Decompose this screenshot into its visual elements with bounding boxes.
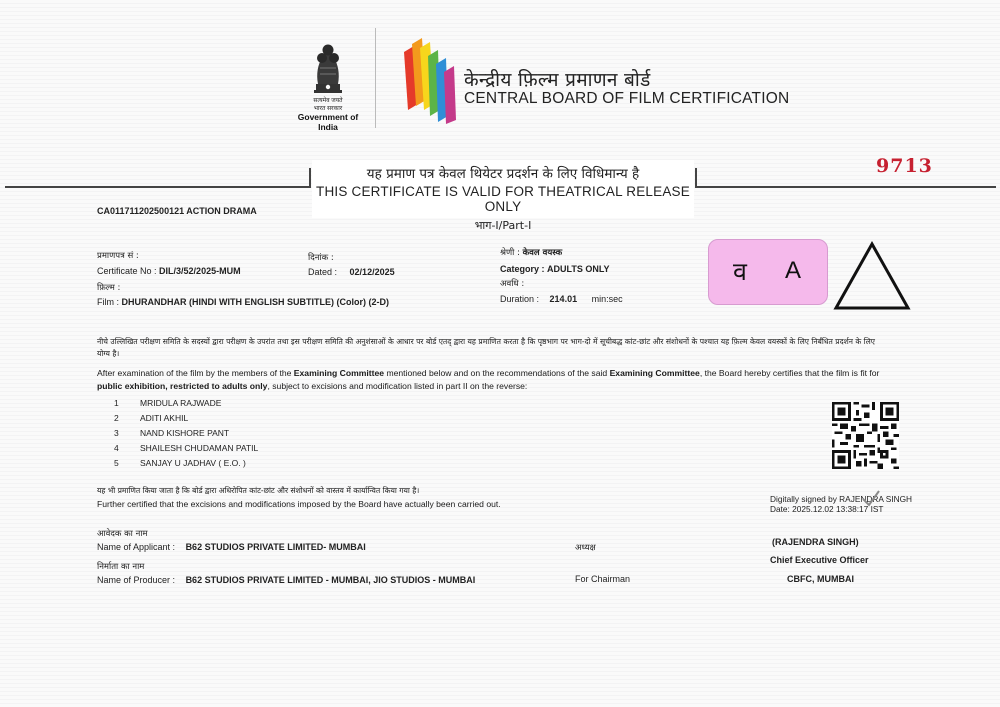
producer-value: B62 STUDIOS PRIVATE LIMITED - MUMBAI, JIO STUDIOS - MUMBAI bbox=[185, 575, 476, 585]
authority-name: (RAJENDRA SINGH) bbox=[772, 537, 859, 547]
member-number: 1 bbox=[114, 398, 119, 408]
signature-line-1: Digitally signed by RAJENDRA SINGH bbox=[770, 494, 913, 504]
certified-hindi: यह भी प्रमाणित किया जाता है कि बोर्ड द्वारा अधिरोपित कांट-छांट और संशोधनों को वास्तव में कार्यान्वित किया गया है। bbox=[97, 486, 420, 495]
list-item bbox=[114, 413, 258, 428]
intro-text-5: , the Board hereby certifies that the film is fit for bbox=[699, 368, 880, 378]
applicant-row bbox=[97, 542, 366, 552]
film-label: Film : bbox=[97, 297, 119, 307]
category-value-hindi: केवल वयस्क bbox=[522, 248, 563, 258]
cert-no-row bbox=[97, 266, 241, 276]
member-number: 3 bbox=[114, 428, 119, 438]
checkmark-icon bbox=[860, 487, 882, 509]
for-chairman: For Chairman bbox=[575, 574, 631, 584]
intro-english bbox=[97, 367, 887, 393]
rule-left bbox=[5, 186, 310, 188]
rule-tick-right bbox=[695, 168, 697, 188]
emblem-caption: Government of India bbox=[297, 112, 359, 132]
date-row bbox=[308, 267, 395, 277]
date-label: Dated : bbox=[308, 267, 338, 277]
date-value: 02/12/2025 bbox=[349, 267, 395, 277]
member-name: NAND KISHORE PANT bbox=[140, 428, 230, 438]
committee-members bbox=[114, 398, 258, 473]
signature-check bbox=[860, 487, 882, 509]
reference-line: CA011711202500121 ACTION DRAMA bbox=[97, 206, 257, 216]
cbfc-logo-icon bbox=[400, 34, 460, 126]
member-name: SHAILESH CHUDAMAN PATIL bbox=[140, 443, 259, 453]
qr-code bbox=[832, 402, 899, 469]
category-label-hindi: श्रेणी : bbox=[500, 248, 520, 258]
member-name: SANJAY U JADHAV ( E.O. ) bbox=[140, 458, 246, 468]
duration-unit: min:sec bbox=[591, 294, 623, 304]
intro-text-6: public exhibition, restricted to adults only bbox=[97, 381, 268, 391]
rating-hindi: व bbox=[733, 257, 747, 286]
list-item bbox=[114, 458, 258, 473]
member-number: 2 bbox=[114, 413, 119, 423]
applicant-label-hindi: आवेदक का नाम bbox=[97, 529, 148, 539]
duration-row bbox=[500, 294, 623, 304]
rating-badge bbox=[708, 239, 828, 305]
rule-right bbox=[696, 186, 996, 188]
signature-line-2: Date: 2025.12.02 13:38:17 IST bbox=[770, 504, 884, 514]
certified-english: Further certified that the excisions and modifications imposed by the Board have actually been carried out. bbox=[97, 499, 501, 509]
date-label-hindi: दिनांक : bbox=[308, 253, 334, 263]
cert-no-label-hindi: प्रमाणपत्र सं : bbox=[97, 251, 139, 261]
validity-english: THIS CERTIFICATE IS VALID FOR THEATRICAL RELEASE ONLY bbox=[316, 184, 690, 214]
duration-label-hindi: अवधि : bbox=[500, 279, 525, 289]
intro-text-7: , subject to excisions and modification listed in part II on the reverse: bbox=[267, 381, 528, 391]
authority-office: CBFC, MUMBAI bbox=[787, 574, 854, 584]
member-name: MRIDULA RAJWADE bbox=[140, 398, 222, 408]
category-row bbox=[500, 264, 610, 274]
emblem-tagline: सत्यमेव जयते bbox=[313, 98, 343, 104]
member-number: 4 bbox=[114, 443, 119, 453]
intro-text-1: After examination of the film by the members of the bbox=[97, 368, 294, 378]
member-number: 5 bbox=[114, 458, 119, 468]
emblem-caption-hindi: भारत सरकार bbox=[313, 106, 343, 112]
intro-text-2: Examining Committee bbox=[293, 368, 385, 378]
government-emblem bbox=[292, 38, 364, 130]
producer-row bbox=[97, 575, 475, 585]
category-label: Category : bbox=[500, 264, 545, 274]
film-label-hindi: फ़िल्म : bbox=[97, 283, 121, 293]
authority-title: Chief Executive Officer bbox=[770, 555, 869, 565]
rating-english: A bbox=[785, 257, 802, 284]
org-name-hindi: केन्द्रीय फ़िल्म प्रमाणन बोर्ड bbox=[464, 69, 651, 91]
duration-label: Duration : bbox=[500, 294, 540, 304]
producer-label-hindi: निर्माता का नाम bbox=[97, 562, 145, 572]
validity-hindi: यह प्रमाण पत्र केवल थियेटर प्रदर्शन के लिए विधिमान्य है bbox=[366, 166, 640, 182]
category-value: ADULTS ONLY bbox=[547, 264, 610, 274]
film-value: DHURANDHAR (HINDI WITH ENGLISH SUBTITLE) (Color) (2-D) bbox=[121, 297, 389, 307]
cert-no-label: Certificate No : bbox=[97, 266, 157, 276]
applicant-value: B62 STUDIOS PRIVATE LIMITED- MUMBAI bbox=[185, 542, 366, 552]
intro-text-3: mentioned below and on the recommendations of the said bbox=[384, 368, 610, 378]
list-item bbox=[114, 398, 258, 413]
film-row bbox=[97, 297, 389, 307]
org-name-english: CENTRAL BOARD OF FILM CERTIFICATION bbox=[464, 90, 790, 107]
duration-value: 214.01 bbox=[549, 294, 578, 304]
lion-capital-icon bbox=[292, 38, 364, 96]
adult-triangle bbox=[832, 240, 912, 312]
cert-no-value: DIL/3/52/2025-MUM bbox=[159, 266, 241, 276]
qr-code-icon bbox=[832, 402, 899, 469]
applicant-label: Name of Applicant : bbox=[97, 542, 176, 552]
list-item bbox=[114, 443, 258, 458]
validity-banner bbox=[312, 160, 694, 232]
validity-part: भाग-I/Part-I bbox=[474, 219, 532, 232]
intro-hindi: नीचे उल्लिखित परीक्षण समिति के सदस्यों द्वारा परीक्षण के उपरांत तथा इस परीक्षण समिति की अनुशंसाओं के आधार पर बोर्ड एतद् द्वारा यह प्रमाणित करता है कि पृष्ठभाग पर भाग-दो में सूचीबद्ध कांट-छांट और संशोधनों के पश्चात यह फ़िल्म केवल वयस्कों के लिए निर्बंधित प्रदर्शन के लिए योग्य है। bbox=[97, 337, 875, 358]
digital-signature bbox=[770, 494, 912, 514]
category-hindi-row bbox=[500, 247, 562, 258]
rule-tick-left bbox=[309, 168, 311, 188]
list-item bbox=[114, 428, 258, 443]
producer-label: Name of Producer : bbox=[97, 575, 176, 585]
header-divider bbox=[375, 28, 376, 128]
cbfc-logo bbox=[400, 34, 460, 126]
triangle-icon bbox=[832, 240, 912, 312]
intro-text-4: Examining Committee bbox=[609, 368, 700, 378]
serial-number: 9713 bbox=[876, 155, 933, 177]
chairman-hindi: अध्यक्ष bbox=[575, 543, 596, 553]
member-name: ADITI AKHIL bbox=[140, 413, 189, 423]
